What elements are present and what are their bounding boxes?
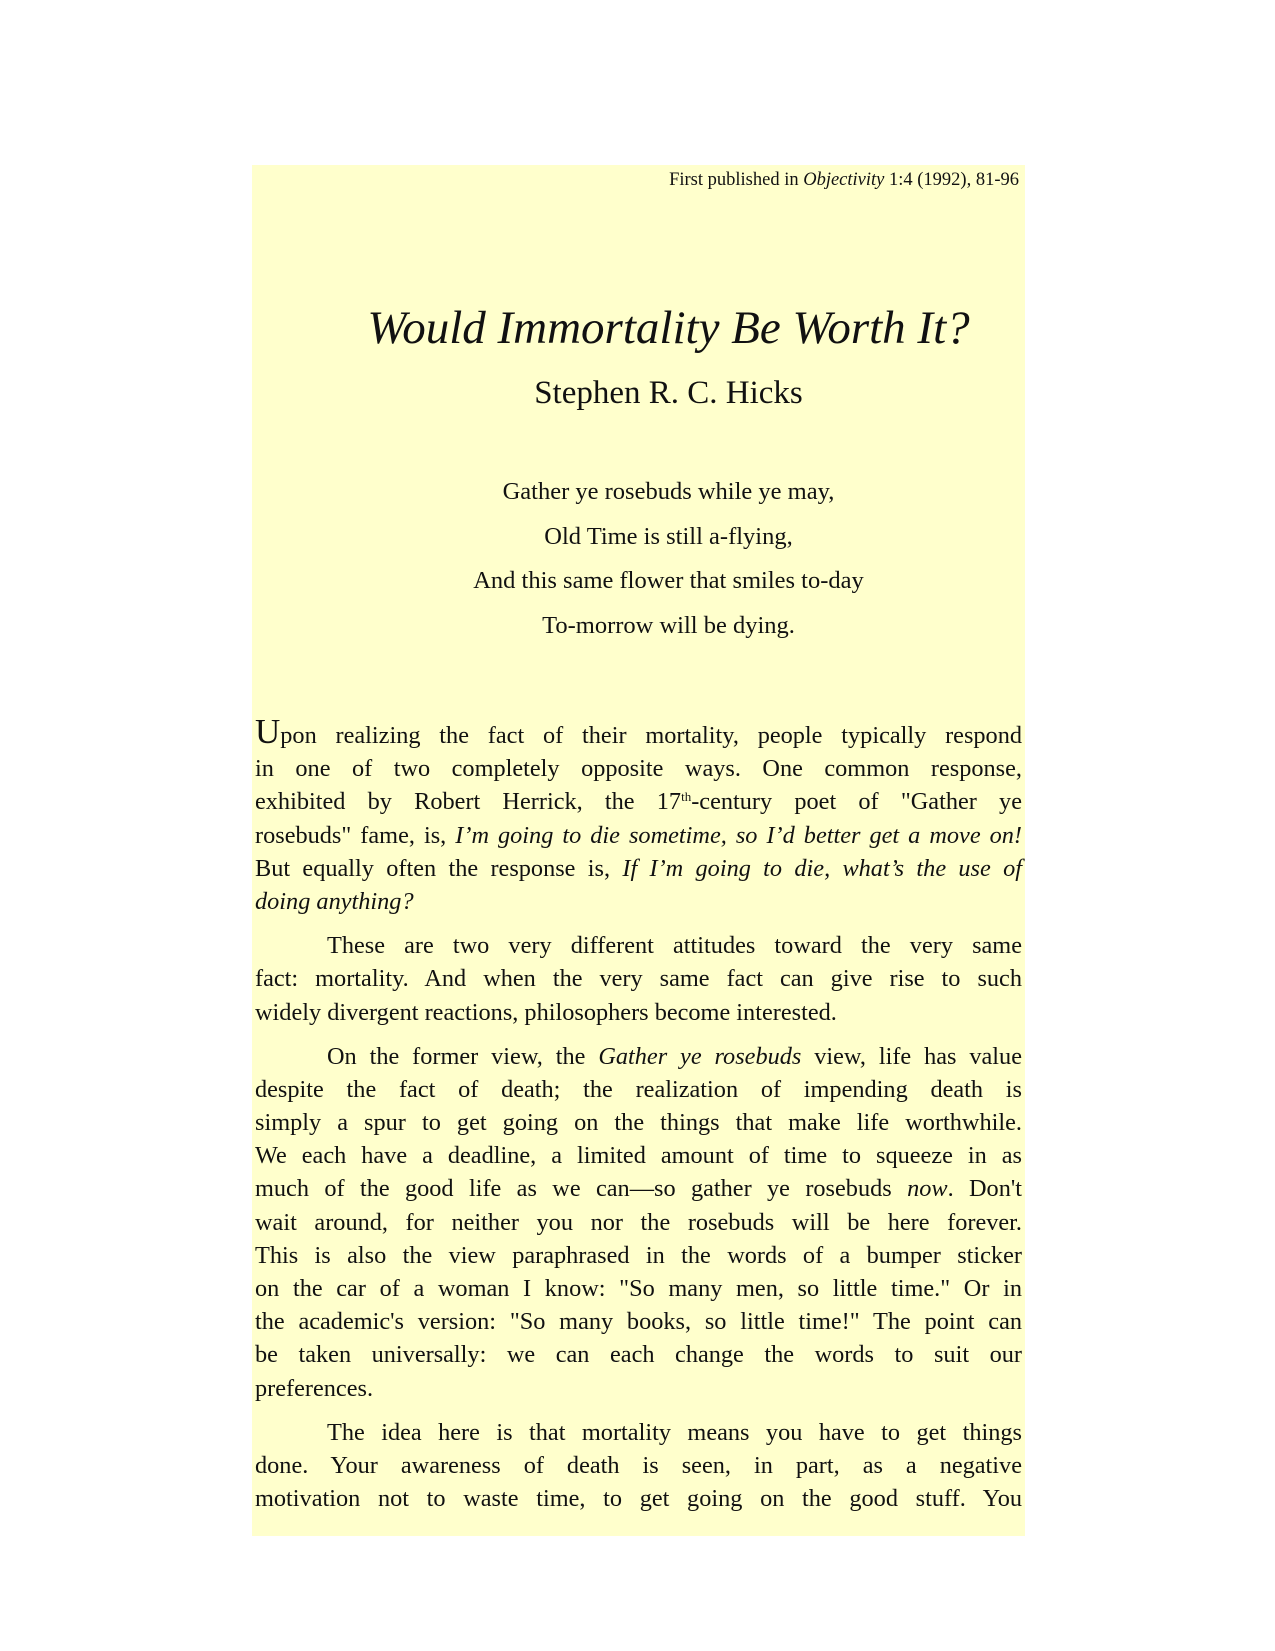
text-line (255, 785, 1022, 818)
text-line (255, 962, 1022, 995)
text-line (255, 996, 1022, 1029)
text-line (255, 1172, 1022, 1205)
text-line (255, 752, 1022, 785)
text-line (255, 1073, 1022, 1106)
drop-cap: U (255, 712, 281, 751)
text-run: in one of two completely opposite ways. One common response, (255, 755, 1022, 783)
epigraph-line: To-morrow will be dying. (542, 611, 795, 639)
text-run: rosebuds" fame, is, (255, 821, 456, 849)
text-line (255, 1416, 1022, 1449)
article-title: Would Immortality Be Worth It? (367, 302, 970, 354)
journal-name: Objectivity (803, 170, 885, 190)
text-run: pon realizing the fact of their mortality, people typically respond (280, 722, 1022, 749)
text-run: -century poet of "Gather ye (691, 788, 1022, 816)
text-line (255, 852, 1022, 885)
text-line (255, 1449, 1022, 1482)
italic-text: If I’m going to die, what’s the use of (622, 854, 1022, 882)
text-run: on the car of a woman I know: "So many men, so little time." Or in (255, 1275, 1022, 1302)
text-line (255, 712, 1022, 752)
text-line (255, 929, 1022, 962)
superscript: th (681, 789, 692, 805)
highlighted-page-region (252, 165, 1025, 1536)
text-run: be taken universally: we can each change the words to suit our (255, 1341, 1022, 1369)
text-run: much of the good life as we can—so gather ye rosebuds (255, 1175, 908, 1203)
paragraph (255, 929, 1022, 1029)
article-body (255, 712, 1023, 1515)
text-run: We each have a deadline, a limited amount of time to squeeze in as (255, 1142, 1022, 1170)
publication-note (669, 169, 1019, 191)
publication-note-prefix: First published in (669, 170, 804, 190)
text-run: wait around, for neither you nor the rosebuds will be here forever. (255, 1208, 1022, 1236)
text-run: But equally often the response is, (255, 854, 623, 882)
epigraph-line: Gather ye rosebuds while ye may, (502, 478, 835, 505)
epigraph-poem (252, 477, 1025, 655)
text-line (255, 1040, 1022, 1073)
text-run: done. Your awareness of death is seen, in part, as a negative (255, 1451, 1022, 1479)
paragraph (255, 1416, 1022, 1516)
text-line (255, 1372, 1022, 1405)
text-run: On the former view, the (327, 1042, 599, 1070)
text-run: view, life has value (801, 1042, 1022, 1070)
text-run: motivation not to waste time, to get going on the good stuff. You (255, 1485, 1022, 1513)
article-author: Stephen R. C. Hicks (534, 375, 803, 411)
text-run: simply a spur to get going on the things that make life worthwhile. (255, 1109, 1022, 1137)
epigraph-line: Old Time is still a-flying, (544, 522, 793, 550)
text-run: This is also the view paraphrased in the words of a bumper sticker (255, 1241, 1022, 1269)
text-run: These are two very different attitudes toward the very same (327, 932, 1022, 960)
italic-text: doing anything? (255, 887, 414, 915)
text-line (255, 1338, 1022, 1371)
paragraph (255, 1040, 1022, 1405)
text-run: . Don't (947, 1175, 1022, 1203)
text-line (255, 1272, 1022, 1305)
paragraph (255, 712, 1023, 918)
text-line (255, 1206, 1022, 1239)
publication-note-suffix: 1:4 (1992), 81-96 (884, 170, 1019, 190)
epigraph-line: And this same flower that smiles to-day (473, 567, 864, 594)
italic-text: Gather ye rosebuds (598, 1042, 802, 1070)
text-line (255, 1106, 1022, 1139)
text-line (255, 1305, 1022, 1338)
text-line (255, 819, 1022, 852)
text-line (255, 1139, 1022, 1172)
text-run: fact: mortality. And when the very same fact can give rise to such (255, 965, 1022, 993)
text-run: despite the fact of death; the realization of impending death is (255, 1075, 1022, 1103)
text-line (255, 885, 1022, 918)
italic-text: I’m going to die sometime, so I’d better get a move on! (455, 821, 1023, 849)
text-line (255, 1239, 1022, 1272)
text-line (255, 1482, 1022, 1515)
italic-text: now (907, 1175, 948, 1203)
text-run: exhibited by Robert Herrick, the 17 (255, 788, 682, 816)
text-run: The idea here is that mortality means you have to get things (327, 1418, 1022, 1446)
text-run: widely divergent reactions, philosophers become interested. (255, 998, 837, 1026)
text-run: preferences. (255, 1374, 374, 1402)
text-run: the academic's version: "So many books, so little time!" The point can (255, 1308, 1022, 1336)
